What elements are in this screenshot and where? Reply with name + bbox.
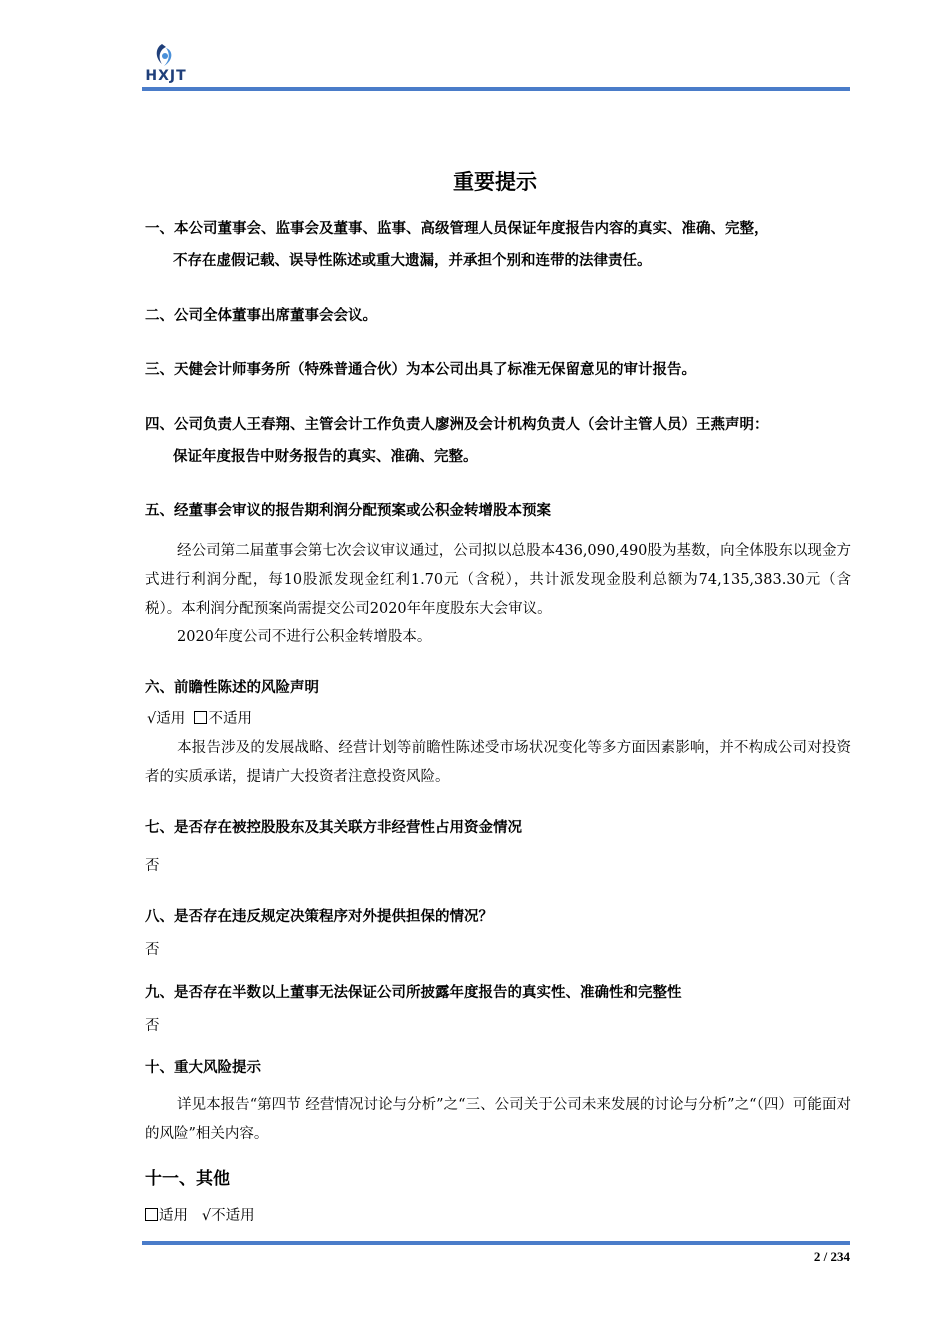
section-9-heading: 九、是否存在半数以上董事无法保证公司所披露年度报告的真实性、准确性和完整性 — [145, 985, 682, 1001]
company-logo — [140, 42, 200, 88]
page-title: 重要提示 — [453, 170, 537, 194]
logo-emblem-icon — [140, 42, 192, 70]
section-10-paragraph: 详见本报告“第四节 经营情况讨论与分析”之“三、公司关于公司未来发展的讨论与分析”之“（四）可能面对的风险”相关内容。 — [145, 1097, 851, 1142]
section-2-heading: 二、公司全体董事出席董事会会议。 — [145, 308, 377, 324]
section-6-heading: 六、前瞻性陈述的风险声明 — [145, 680, 319, 696]
section-5-paragraph-2: 2020年度公司不进行公积金转增股本。 — [177, 629, 432, 645]
option-applicable: 适用 — [156, 711, 186, 727]
check-mark-icon: √ — [201, 1208, 212, 1224]
section-6-options — [147, 707, 252, 731]
section-10-heading: 十、重大风险提示 — [145, 1060, 261, 1076]
header-rule — [142, 87, 850, 91]
section-1-heading: 一、本公司董事会、监事会及董事、监事、高级管理人员保证年度报告内容的真实、准确、完整， 不存在虚假记载、误导性陈述或重大遗漏，并承担个别和连带的法律责任。 — [145, 221, 769, 269]
section-7-heading: 七、是否存在被控股股东及其关联方非经营性占用资金情况 — [145, 820, 522, 836]
section-11-options — [145, 1204, 255, 1228]
section-3-heading: 三、天健会计师事务所（特殊普通合伙）为本公司出具了标准无保留意见的审计报告。 — [145, 362, 696, 378]
section-7-answer: 否 — [145, 858, 160, 874]
logo-text: HXJT — [145, 68, 187, 84]
option-not-applicable: 不适用 — [211, 1208, 255, 1224]
section-8-heading: 八、是否存在违反规定决策程序对外提供担保的情况？ — [145, 909, 493, 925]
section-5-heading: 五、经董事会审议的报告期利润分配预案或公积金转增股本预案 — [145, 503, 551, 519]
checkbox-empty-icon — [145, 1208, 158, 1221]
section-9-answer: 否 — [145, 1018, 160, 1034]
section-8-answer: 否 — [145, 942, 160, 958]
section-11-heading: 十一、其他 — [145, 1169, 230, 1189]
section-6-paragraph: 本报告涉及的发展战略、经营计划等前瞻性陈述受市场状况变化等多方面因素影响，并不构成公司对投资者的实质承诺，提请广大投资者注意投资风险。 — [145, 740, 851, 785]
section-4-heading: 四、公司负责人王春翔、主管会计工作负责人廖洲及会计机构负责人（会计主管人员）王燕声明： 保证年度报告中财务报告的真实、准确、完整。 — [145, 417, 769, 465]
option-applicable: 适用 — [159, 1208, 188, 1224]
footer-rule — [142, 1241, 850, 1245]
section-5-paragraph: 经公司第二届董事会第七次会议审议通过，公司拟以总股本436,090,490股为基数，向全体股东以现金方式进行利润分配，每10股派发现金红利1.70元（含税），共计派发现金股利总额为74,135,383.30元（含税）。本利润分配预案尚需提交公司2020年年度股东大会审议。 — [145, 543, 851, 617]
checkbox-empty-icon — [194, 711, 207, 724]
option-not-applicable: 不适用 — [208, 711, 252, 727]
page-number: 2 / 234 — [813, 1249, 850, 1264]
check-mark-icon: √ — [147, 711, 157, 727]
